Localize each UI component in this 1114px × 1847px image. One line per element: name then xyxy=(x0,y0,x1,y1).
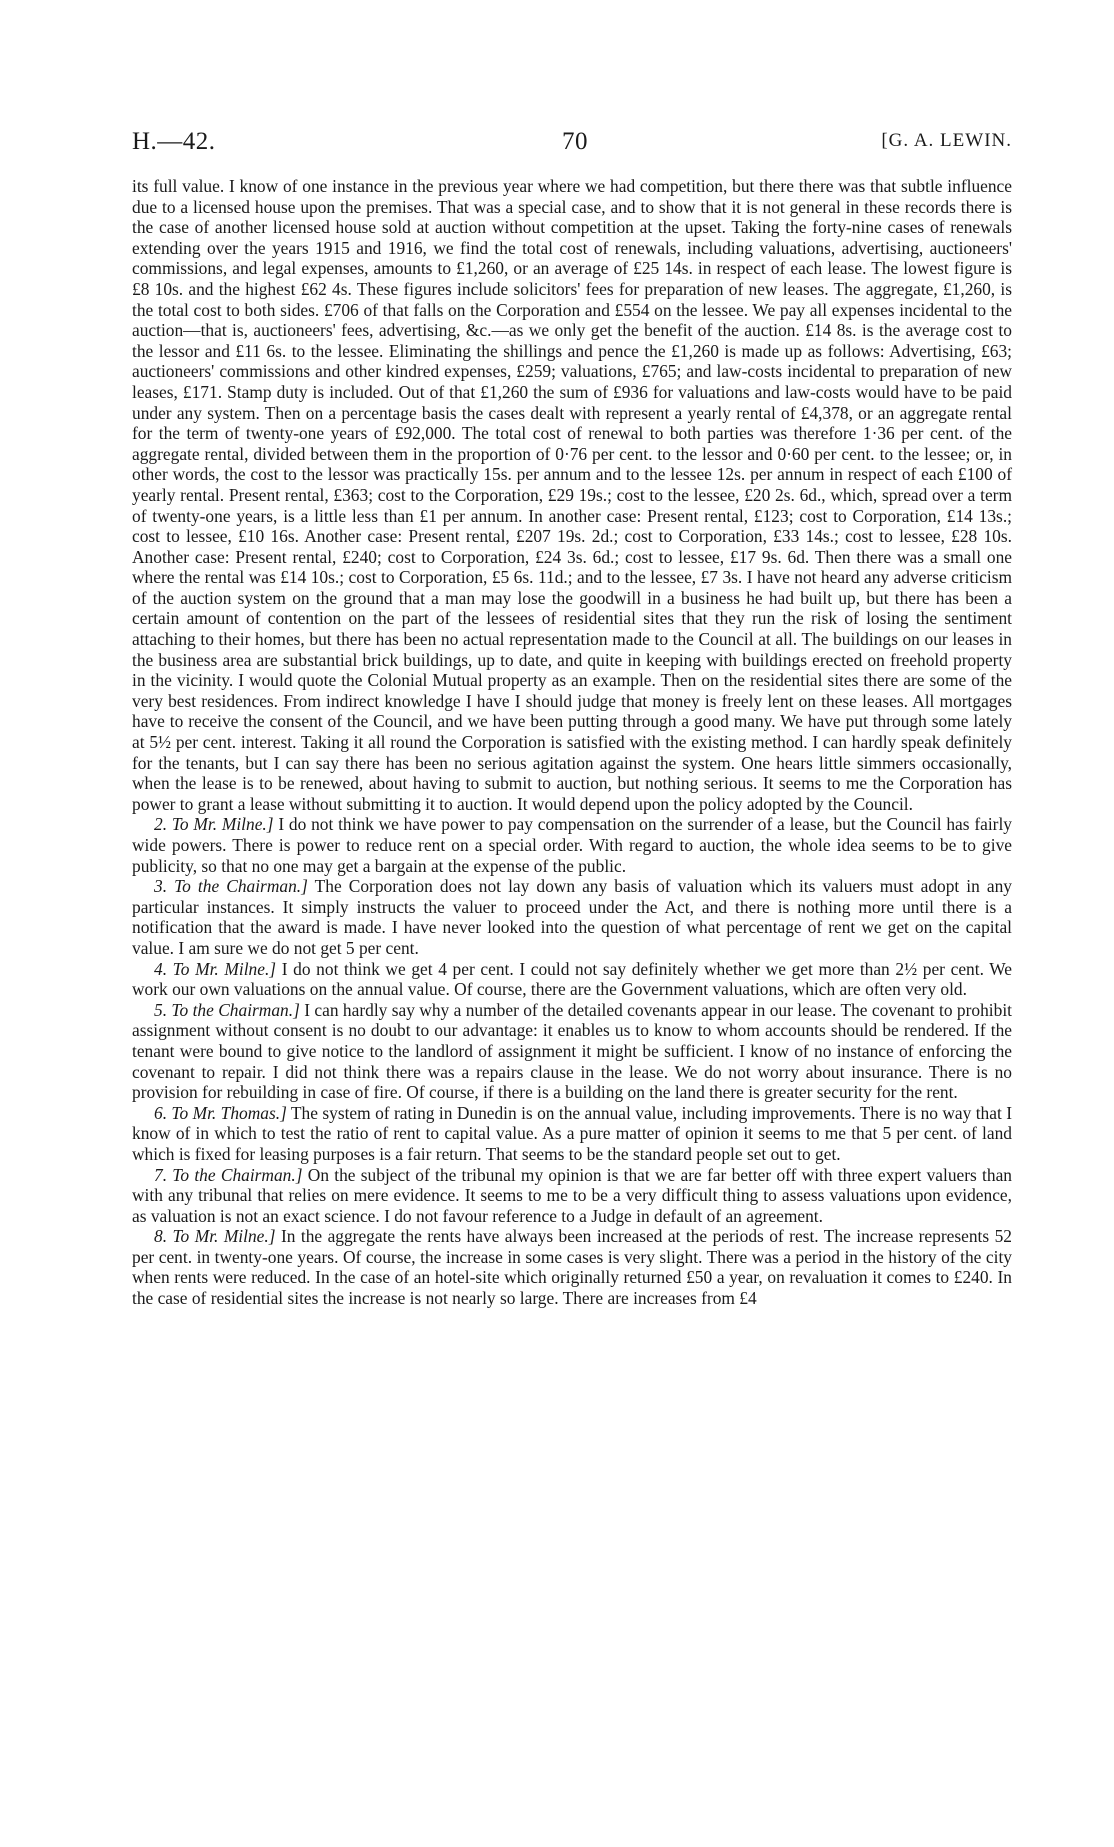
testimony-body xyxy=(132,176,1012,1309)
question-label: 4. To Mr. Milne.] xyxy=(154,958,277,979)
paragraph-3 xyxy=(132,876,1012,958)
paragraph-text: I do not think we get 4 per cent. I could not say definitely whether we get more than 2½ per cent. We work our own valuations on the annual value. Of course, there are the Government valuations, which are often very old. xyxy=(132,958,1012,1000)
paper-number: H.—42. xyxy=(132,128,216,155)
question-label: 5. To the Chairman.] xyxy=(154,999,300,1020)
paragraph-6 xyxy=(132,1103,1012,1165)
witness-name: [G. A. LEWIN. xyxy=(881,130,1012,151)
paragraph-text: I do not think we have power to pay compensation on the surrender of a lease, but the Council has fairly wide powers. There is power to reduce rent on a special order. With regard to auction, the whole idea seems to be to give publicity, so that no one may get a bargain at the expense of the public. xyxy=(132,814,1012,876)
paragraph-4 xyxy=(132,959,1012,1000)
question-label: 3. To the Chairman.] xyxy=(154,876,308,897)
paragraph-text: In the aggregate the rents have always been increased at the periods of rest. The increase represents 52 per cent. in twenty-one years. Of course, the increase in some cases is very slight. There was a period in the history of the city when rents were reduced. In the case of an hotel-site which originally returned £50 a year, on revaluation it comes to £240. In the case of residential sites the increase is not nearly so large. There are increases from £4 xyxy=(132,1226,1012,1309)
question-label: 2. To Mr. Milne.] xyxy=(154,814,274,835)
question-label: 6. To Mr. Thomas.] xyxy=(154,1102,287,1123)
page-number: 70 xyxy=(562,128,588,155)
question-label: 8. To Mr. Milne.] xyxy=(154,1226,276,1247)
paragraph-text: The Corporation does not lay down any basis of valuation which its valuers must adopt in any particular instances. It simply instructs the valuer to proceed under the Act, and there is nothing more until there is a notification that the award is made. I have never looked into the question of what percentage of rent we get on the capital value. I am sure we do not get 5 per cent. xyxy=(132,876,1013,958)
paragraph-1 xyxy=(132,176,1012,814)
document-page xyxy=(132,128,1012,1309)
paragraph-text: The system of rating in Dunedin is on the annual value, including improvements. There is no way that I know of in which to test the ratio of rent to capital value. As a pure matter of opinion it seems to me that 5 per cent. of land which is fixed for leasing purposes is a fair return. That seems to be the standard people set out to get. xyxy=(132,1102,1012,1164)
paragraph-text: On the subject of the tribunal my opinion is that we are far better off with three expert valuers than with any tribunal that relies on mere evidence. It seems to me to be a very difficult thing to assess valuations upon evidence, as valuation is not an exact science. I do not favour reference to a Judge in default of an agreement. xyxy=(132,1164,1012,1226)
paragraph-2 xyxy=(132,814,1012,876)
paragraph-text: I can hardly say why a number of the detailed covenants appear in our lease. The covenant to prohibit assignment without consent is no doubt to our advantage: it enables us to know to whom accounts should be rendered. If the tenant were bound to give notice to the landlord of assignment it might be sufficient. I know of no instance of enforcing the covenant to repair. I did not think there was a repairs clause in the lease. We do not worry about insurance. There is no provision for rebuilding in case of fire. Of course, if there is a building on the land there is greater security for the rent. xyxy=(132,999,1012,1103)
paragraph-7 xyxy=(132,1165,1012,1227)
question-label: 7. To the Chairman.] xyxy=(154,1164,303,1185)
paragraph-5 xyxy=(132,1000,1012,1103)
paragraph-8 xyxy=(132,1226,1012,1308)
running-head xyxy=(132,128,1012,162)
paragraph-text: its full value. I know of one instance in the previous year where we had competition, but there there was that subtle influence due to a licensed house upon the premises. That was a special case, and to show that it is not general in these records there is the case of another licensed house sold at auction without competition at the upset. Taking the forty-nine cases of renewals extending over the years 1915 and 1916, we find the total cost of renewals, including valuations, advertising, auctioneers' commissions, and legal expenses, amounts to £1,260, or an average of £25 14s. in respect of each lease. The lowest figure is £8 10s. and the highest £62 4s. These figures include solicitors' fees for preparation of new leases. The aggregate, £1,260, is the total cost to both sides. £706 of that falls on the Corporation and £554 on the lessee. We pay all expenses incidental to the auction—that is, auctioneers' fees, advertising, &c.—as we only get the benefit of the auction. £14 8s. is the average cost to the lessor and £11 6s. to the lessee. Eliminating the shillings and pence the £1,260 is made up as follows: Advertising, £63; auctioneers' commissions and other kindred expenses, £259; valuations, £765; and law-costs incidental to preparation of new leases, £171. Stamp duty is included. Out of that £1,260 the sum of £936 for valuations and law-costs would have to be paid under any system. Then on a percentage basis the cases dealt with represent a yearly rental of £4,378, or an aggregate rental for the term of twenty-one years of £92,000. The total cost of renewal to both parties was therefore 1·36 per cent. of the aggregate rental, divided between them in the proportion of 0·76 per cent. to the lessor and 0·60 per cent. to the lessee; or, in other words, the cost to the lessor was practically 15s. per annum and to the lessee 12s. per annum in respect of each £100 of yearly rental. Present rental, £363; cost to the Corporation, £29 19s.; cost to the lessee, £20 2s. 6d., which, spread over a term of twenty-one years, is a little less than £1 per annum. In another case: Present rental, £123; cost to Corporation, £14 13s.; cost to lessee, £10 16s. Another case: Present rental, £207 19s. 2d.; cost to Corporation, £33 14s.; cost to lessee, £28 10s. Another case: Present rental, £240; cost to Corporation, £24 3s. 6d.; cost to lessee, £17 9s. 6d. Then there was a small one where the rental was £14 10s.; cost to Corporation, £5 6s. 11d.; and to the lessee, £7 3s. I have not heard any adverse criticism of the auction system on the ground that a man may lose the goodwill in a business he had built up, but there has been a certain amount of contention on the part of the lessees of residential sites that they run the risk of losing the sentiment attaching to their homes, but there has been no actual representation made to the Council at all. The buildings on our leases in the business area are substantial brick buildings, up to date, and quite in keeping with buildings erected on freehold property in the vicinity. I would quote the Colonial Mutual property as an example. Then on the residential sites there are some of the very best residences. From indirect knowledge I have I should judge that money is freely lent on these leases. All mortgages have to receive the consent of the Council, and we have been putting through a good many. We have put through some lately at 5½ per cent. interest. Taking it all round the Corporation is satisfied with the existing method. I can hardly speak definitely for the tenants, but I can say there has been no serious agitation against the system. One hears little simmers occasionally, when the lease is to be renewed, about having to submit to auction, but nothing serious. It seems to me the Corporation has power to grant a lease without submitting it to auction. It would depend upon the policy adopted by the Council. xyxy=(132,176,1012,814)
